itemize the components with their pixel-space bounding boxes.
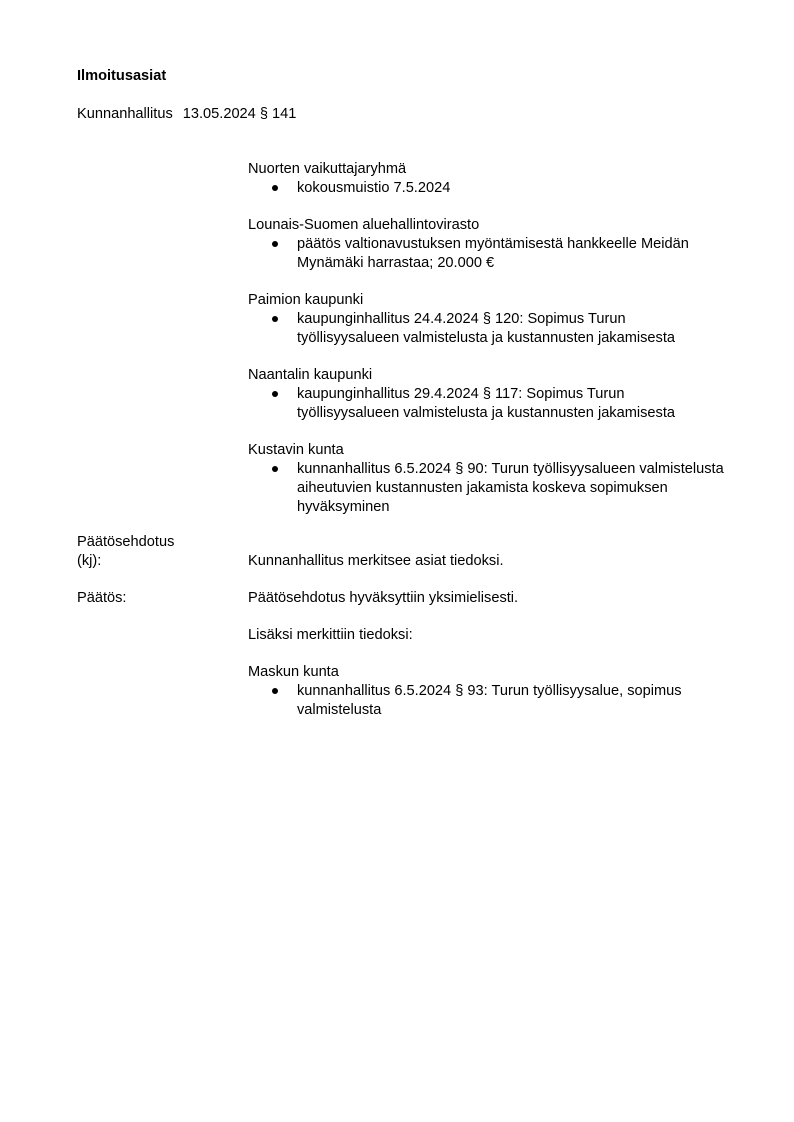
section-heading: Naantalin kaupunki [248,367,373,383]
bullet-icon [272,688,278,694]
section-heading: Lounais-Suomen aluehallintovirasto [248,217,480,233]
proposal-label-line2: (kj): [77,553,102,569]
meeting-reference [77,105,296,124]
list-item-text: kokousmuistio 7.5.2024 [297,180,451,196]
list-item [248,460,727,517]
document-title: Ilmoitusasiat [77,68,167,84]
section-heading: Paimion kaupunki [248,292,364,308]
bullet-icon [272,466,278,472]
list-item [248,682,727,720]
notice-section [248,441,728,517]
section-heading: Nuorten vaikuttajaryhmä [248,161,407,177]
bullet-icon [272,391,278,397]
proposal-text: Kunnanhallitus merkitsee asiat tiedoksi. [248,553,504,569]
list-item [248,385,717,423]
list-item [248,310,717,348]
list-item [248,179,728,198]
list-item-text: kaupunginhallitus 29.4.2024 § 117: Sopimus Turun työllisyysalueen valmistelusta ja kustannusten jakamisesta [297,386,675,421]
list-item-text: kaupunginhallitus 24.4.2024 § 120: Sopimus Turun työllisyysalueen valmistelusta ja kustannusten jakamisesta [297,311,675,346]
bullet-icon [272,241,278,247]
decision-text: Päätösehdotus hyväksyttiin yksimielisesti. [248,590,519,606]
notice-section [248,216,728,273]
decision-label: Päätös: [77,590,127,606]
bullet-icon [272,316,278,322]
section-heading: Maskun kunta [248,664,339,680]
notice-section [248,291,728,348]
meeting-date-section: 13.05.2024 § 141 [182,106,297,122]
meeting-body: Kunnanhallitus [77,106,173,122]
bullet-icon [272,185,278,191]
list-item-text: kunnanhallitus 6.5.2024 § 90: Turun työllisyysalueen valmistelusta aiheutuvien kustannusten jakamista koskeva sopimuksen hyväksyminen [297,461,724,515]
section-heading: Kustavin kunta [248,442,344,458]
proposal-label-line1: Päätösehdotus [77,534,175,550]
notice-section [248,663,728,720]
list-item [248,235,717,273]
list-item-text: päätös valtionavustuksen myöntämisestä hankkeelle Meidän Mynämäki harrastaa; 20.000 € [297,236,689,271]
notice-section [248,160,728,198]
additional-intro: Lisäksi merkittiin tiedoksi: [248,627,413,643]
notice-section [248,366,728,423]
list-item-text: kunnanhallitus 6.5.2024 § 93: Turun työllisyysalue, sopimus valmistelusta [297,683,682,718]
